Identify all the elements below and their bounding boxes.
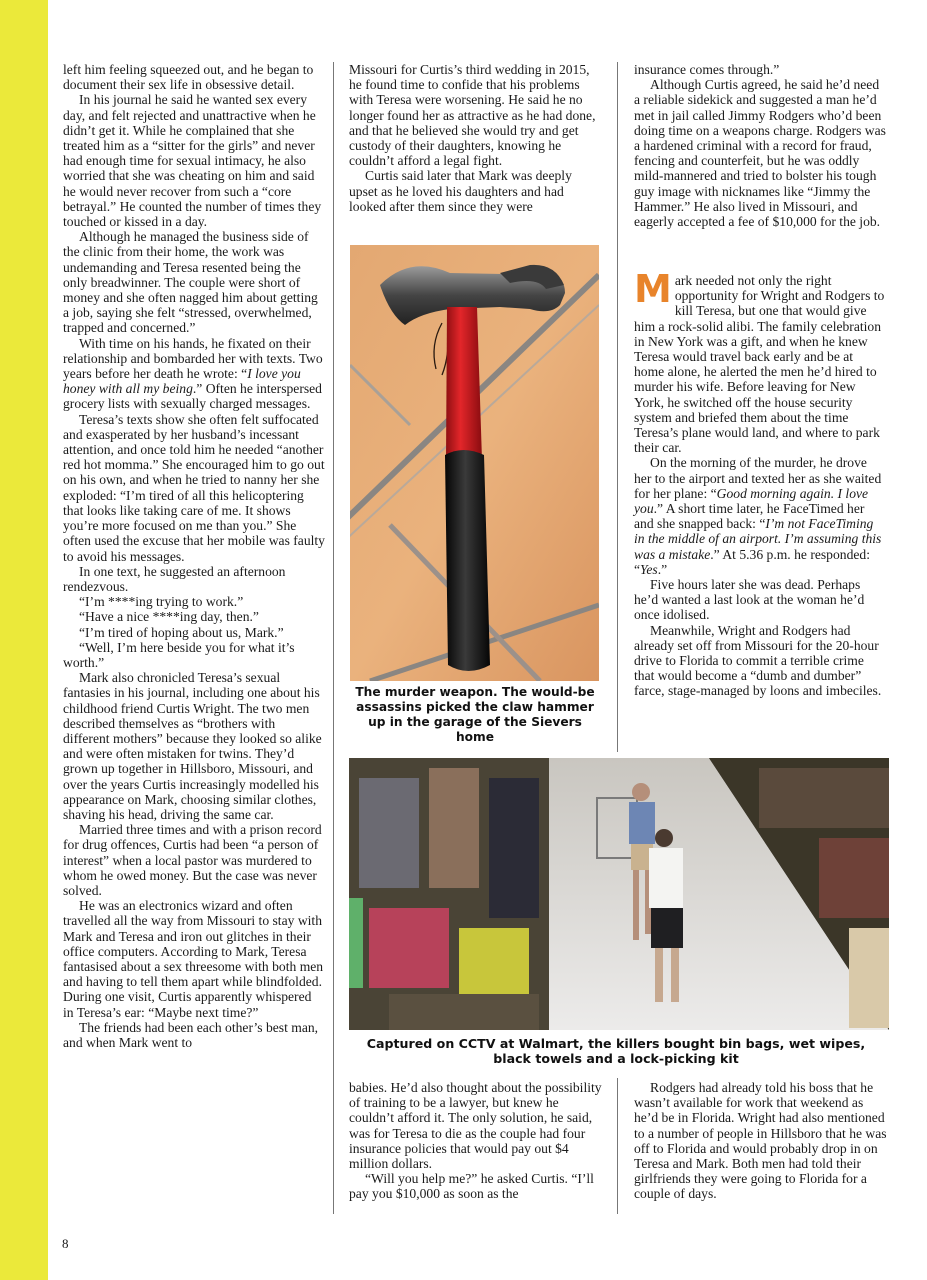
paragraph: Teresa’s texts show she often felt suffocated and exasperated by her husband’s incessant attention, and once told him he needed “another red hot momma.” She encouraged him to go out on his own, and when he tried to nanny her she exploded: “I’m tired of all this helicoptering that looks like taking care of me. It shows you’re more focused on me than you.” She often used the excuse that her mobile was faulty to avoid his messages. xyxy=(63,411,325,564)
column-3-middle xyxy=(634,267,886,699)
cctv-walmart-photo xyxy=(349,758,889,1030)
column-3-bottom xyxy=(634,1080,888,1202)
paragraph: Mark needed not only the right opportunity for Wright and Rodgers to kill Teresa, but one that would give him a rock-solid alibi. The family celebration in New York was a gift, and when he knew Teresa would travel back early and be at home alone, he alerted the men he’d hired to murder his wife. Before leaving for New York, he switched off the house security system and briefed them about the time Teresa’s plane would land, and where to park their car. xyxy=(634,267,885,456)
column-divider xyxy=(333,62,334,1214)
paragraph: left him feeling squeezed out, and he began to document their sex life in obsessive detail. xyxy=(63,62,314,93)
paragraph: Married three times and with a prison record for drug offences, Curtis had been “a person of interest” when a local pastor was murdered to whom he owed money. But the case was never solved. xyxy=(63,822,322,898)
paragraph: Mark also chronicled Teresa’s sexual fantasies in his journal, including one about his childhood friend Curtis Wright. The two men described themselves as “brothers with different mothers” because they looked so alike and were often mistaken for twins. They’d grown up together in Hillsboro, Missouri, and over the years Curtis increasingly modelled his appearance on Mark, choosing similar clothes, shaving his head, driving the same car. xyxy=(63,670,322,822)
yellow-page-spine xyxy=(0,0,48,1280)
paragraph: Meanwhile, Wright and Rodgers had already set off from Missouri for the 20-hour drive to Florida to commit a terrible crime that would become a “dumb and dumber” farce, stage-managed by loons and imbeciles. xyxy=(634,622,882,699)
paragraph: Missouri for Curtis’s third wedding in 2015, he found time to confide that his problems with Teresa were worsening. He said he no longer found her as attractive as he had done, and that he believed she would try and get custody of their daughters, knowing he couldn’t afford a legal fight. xyxy=(349,62,596,169)
paragraph: Curtis said later that Mark was deeply upset as he loved his daughters and had looked after them since they were xyxy=(349,168,572,214)
paragraph: He was an electronics wizard and often travelled all the way from Missouri to stay with Mark and Teresa and iron out glitches in their office computers. According to Mark, Teresa fantasised about a sex threesome with both men and having to tell them apart while blindfolded. During one visit, Curtis apparently whispered in Teresa’s ear: “Maybe next time?” xyxy=(63,898,324,1020)
drop-cap: M xyxy=(634,267,672,311)
claw-hammer-icon xyxy=(350,245,599,681)
column-divider xyxy=(617,1078,618,1214)
hammer-photo xyxy=(350,245,599,681)
paragraph: The friends had been each other’s best man, and when Mark went to xyxy=(63,1019,319,1050)
cctv-caption: Captured on CCTV at Walmart, the killers bought bin bags, wet wipes, black towels and a lock-picking kit xyxy=(366,1036,866,1066)
paragraph: In his journal he said he wanted sex every day, and felt rejected and unattractive when he didn’t get it. While he complained that she treated him as a “sitter for the girls” and never had enough time for sexual intimacy, he also worried that she was cheating on him and said he would never recover from such a “core betrayal.” He counted the number of times they touched or kissed in a day. xyxy=(63,92,322,230)
column-1 xyxy=(63,62,325,1050)
column-2-top xyxy=(349,62,603,214)
column-divider xyxy=(617,62,618,752)
column-2-bottom xyxy=(349,1080,603,1202)
paragraph: On the morning of the murder, he drove her to the airport and texted her as she waited for her plane: “Good morning again. I love you.” A short time later, he FaceTimed her and she snapped back: “I’m not FaceTiming in the middle of an airport. I’m assuming this was a mistake.” At 5.36 p.m. he responded: “Yes.” xyxy=(634,455,882,577)
paragraph: Although he managed the business side of the clinic from their home, the work was undemanding and Teresa resented being the only breadwinner. The couple were short of money and she often nagged him about getting a job, saying she felt “stressed, overwhelmed, trapped and concerned.” xyxy=(63,229,318,336)
page-number: 8 xyxy=(62,1236,69,1251)
dialogue-line: “Well, I’m here beside you for what it’s worth.” xyxy=(63,639,295,670)
paragraph: Although Curtis agreed, he said he’d need a reliable sidekick and suggested a man he’d met in jail called Jimmy Rodgers who’d been doing time on a weapons charge. Rodgers was a hardened criminal with a record for fraud, fencing and counterfeit, but he was oddly mild-mannered and tried to bolster his tough guy image with nicknames like “Jimmy the Hammer.” He also lived in Missouri, and eagerly accepted a fee of $10,000 for the job. xyxy=(634,77,886,230)
paragraph: Five hours later she was dead. Perhaps he’d wanted a last look at the woman he’d once idolised. xyxy=(634,577,865,623)
dialogue-line: “Have a nice ****ing day, then.” xyxy=(79,609,259,625)
paragraph: With time on his hands, he fixated on their relationship and bombarded her with texts. Two years before her death he wrote: “I love you honey with all my being.” Often he interspersed grocery lists with sexually charged messages. xyxy=(63,335,323,412)
dialogue-line: “I’m tired of hoping about us, Mark.” xyxy=(79,624,284,640)
paragraph: In one text, he suggested an afternoon rendezvous. xyxy=(63,563,286,594)
dialogue-line: “I’m ****ing trying to work.” xyxy=(79,594,244,610)
column-3-top xyxy=(634,62,886,229)
paragraph: babies. He’d also thought about the possibility of training to be a lawyer, but knew he couldn’t afford it. The only solution, he said, was for Teresa to die as the couple had four insurance policies that would pay out $4 million dollars. xyxy=(349,1080,602,1172)
paragraph: Rodgers had already told his boss that he wasn’t available for work that weekend as he’d be in Florida. Wright had also mentioned to a number of people in Hillsboro that he was off to Florida and would probably drop in on Teresa and Mark. Both men had told their girlfriends they were going to Florida for a couple of days. xyxy=(634,1080,887,1202)
paragraph: insurance comes through.” xyxy=(634,62,780,77)
paragraph: “Will you help me?” he asked Curtis. “I’ll pay you $10,000 as soon as the xyxy=(349,1171,594,1202)
hammer-caption: The murder weapon. The would-be assassins picked the claw hammer up in the garage of the Sievers home xyxy=(355,685,595,744)
